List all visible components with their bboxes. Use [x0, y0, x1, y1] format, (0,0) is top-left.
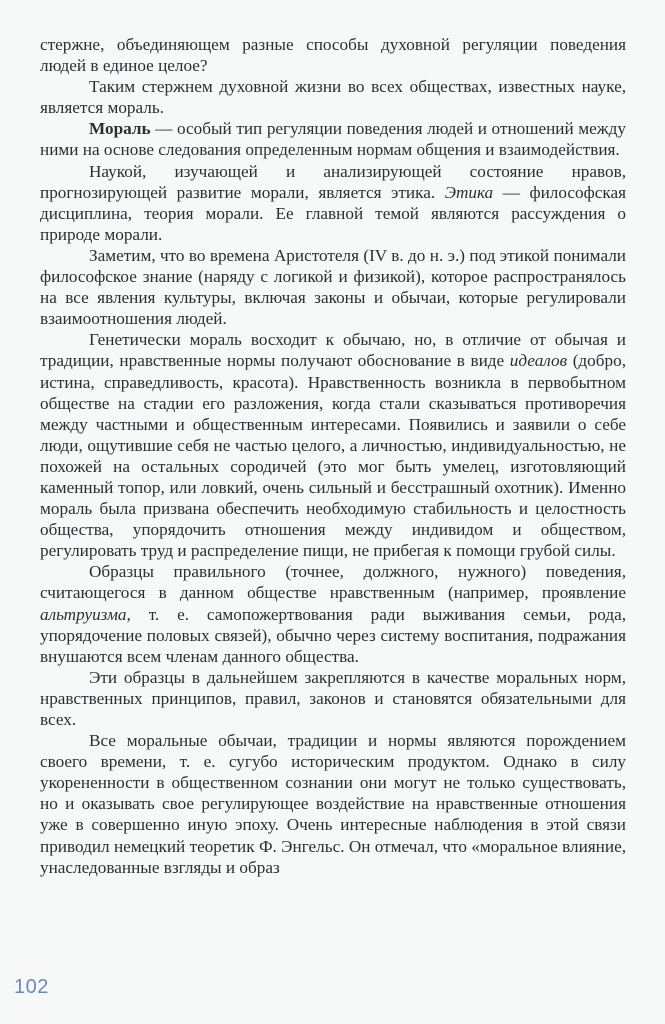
paragraph: [40, 161, 626, 245]
text-run: — философская дисциплина, теория морали. Ее главной темой являются рассуждения о природе морали.: [40, 182, 626, 244]
paragraph: [40, 118, 626, 160]
text-run: (добро, истина, справедливость, красота). Нравственность возникла в первобытном обществе на стадии его разложения, когда стали сказываться противоречия между частными и общественным интересами. Появились и заявили о себе люди, ощутившие себя не частью целого, а личностью, индивидуальностью, не похожей на остальных сородичей (это мог быть умелец, изготовляющий каменный топор, или ловкий, очень сильный и бесстрашный охотник). Именно мораль была призвана обеспечить необходимую стабильность и целостность общества, упорядочить отношения между индивидом и обществом, регулировать труд и распределение пищи, не прибегая к помощи грубой силы.: [40, 351, 626, 561]
paragraph: [40, 561, 626, 666]
italic-term: Этика: [444, 182, 494, 202]
page-number: 102: [14, 976, 49, 998]
text-run: Все моральные обычаи, традиции и нормы являются порождением своего времени, т. е. сугубо историческим продуктом. Однако в силу укорененности в общественном сознании они могут не только существовать, но и оказывать свое регулирующее воздействие на нравственные отношения уже в совершенно иную эпоху. Очень интересные наблюдения в этой связи приводил немецкий теоретик Ф. Энгельс. Он отмечал, что «моральное влияние, унаследованные взгляды и образ: [40, 731, 626, 877]
text-run: Генетически мораль восходит к обычаю, но, в отличие от обычая и традиции, нравственные нормы получают обоснование в виде: [40, 330, 626, 371]
text-run: — особый тип регуляции поведения людей и отношений между ними на основе следования определенным нормам общения и взаимодействия.: [40, 119, 626, 160]
text-run: Наукой, изучающей и анализирующей состояние нравов, прогнозирующей развитие морали, является этика.: [40, 161, 626, 202]
text-run: Образцы правильного (точнее, должного, нужного) поведения, считающегося в данном обществе нравственным (например, проявление: [40, 562, 626, 603]
paragraph: [40, 245, 626, 329]
italic-term: альтруизма: [40, 604, 127, 624]
paragraph: [40, 329, 626, 561]
paragraph: [40, 667, 626, 730]
body-text: [40, 34, 626, 878]
paragraph: [40, 76, 626, 118]
text-run: , т. е. самопожертвования ради выживания семьи, рода, упорядочение половых связей), обычно через систему воспитания, подражания внушаются всем членам данного общества.: [40, 604, 626, 666]
italic-term: идеалов: [509, 351, 568, 371]
text-run: Заметим, что во времена Аристотеля (IV в. до н. э.) под этикой понимали философское знание (наряду с логикой и физикой), которое распространялось на все явления культуры, включая законы и обычаи, которые регулировали взаимоотношения людей.: [40, 245, 626, 329]
paragraph: [40, 730, 626, 878]
bold-term: Мораль: [89, 119, 151, 139]
text-run: стержне, объединяющем разные способы духовной регуляции поведения людей в единое целое?: [40, 35, 626, 76]
text-run: Таким стержнем духовной жизни во всех обществах, известных науке, является мораль.: [40, 77, 626, 118]
paragraph: [40, 34, 626, 76]
text-run: Эти образцы в дальнейшем закрепляются в качестве моральных норм, нравственных принципов, правил, законов и становятся обязательными для всех.: [40, 667, 626, 729]
